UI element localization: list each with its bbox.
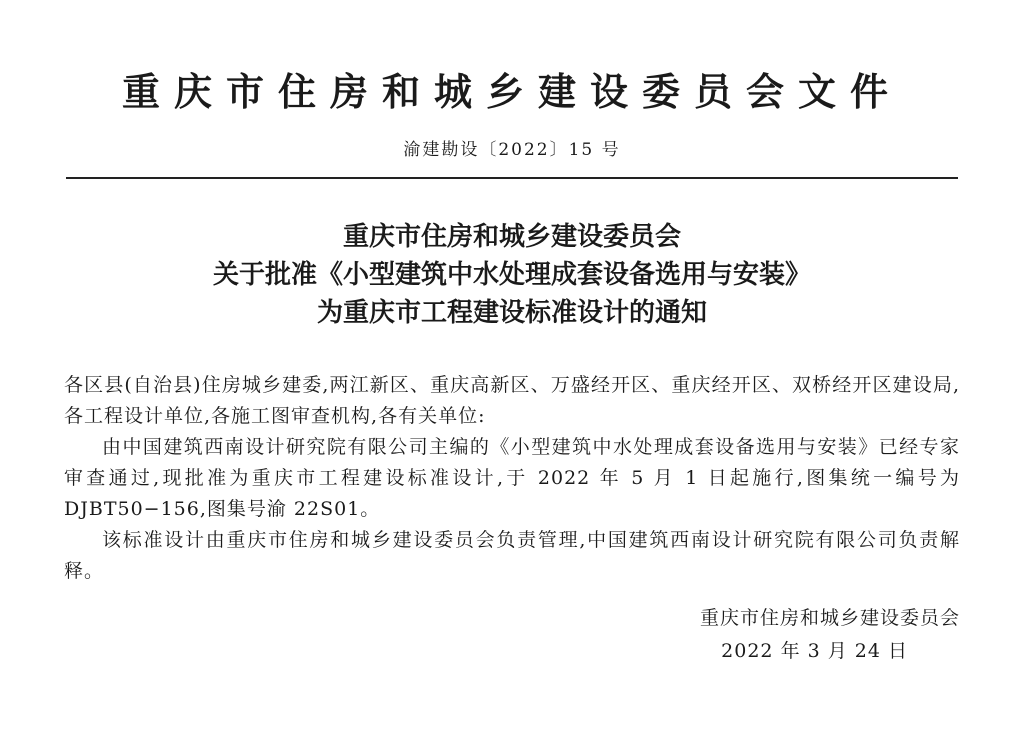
title-line-2: 关于批准《小型建筑中水处理成套设备选用与安装》 bbox=[212, 260, 811, 290]
approval-paragraph: 由中国建筑西南设计研究院有限公司主编的《小型建筑中水处理成套设备选用与安装》已经专家审查通过,现批准为重庆市工程建设标准设计,于 2022 年 5 月 1 日起施行,图集统一编号为DJBT50−156,图集号渝 22S01。 bbox=[64, 436, 960, 520]
notice-body bbox=[64, 370, 960, 587]
header-divider bbox=[66, 177, 958, 179]
recipients-paragraph: 各区县(自治县)住房城乡建委,两江新区、重庆高新区、万盛经开区、重庆经开区、双桥经开区建设局,各工程设计单位,各施工图审查机构,各有关单位: bbox=[64, 374, 960, 427]
signature-organization: 重庆市住房和城乡建设委员会 bbox=[699, 607, 960, 629]
document-number: 渝建勘设〔2022〕15 号 bbox=[403, 140, 621, 160]
title-line-3: 为重庆市工程建设标准设计的通知 bbox=[316, 298, 707, 328]
signature-block bbox=[540, 602, 960, 668]
title-line-1: 重庆市住房和城乡建设委员会 bbox=[342, 222, 681, 252]
management-paragraph: 该标准设计由重庆市住房和城乡建设委员会负责管理,中国建筑西南设计研究院有限公司负责解释。 bbox=[64, 529, 960, 582]
notice-title bbox=[0, 218, 1024, 332]
issuer-title: 重庆市住房和城乡建设委员会文件 bbox=[121, 69, 902, 114]
signature-date: 2022 年 3 月 24 日 bbox=[721, 640, 908, 662]
